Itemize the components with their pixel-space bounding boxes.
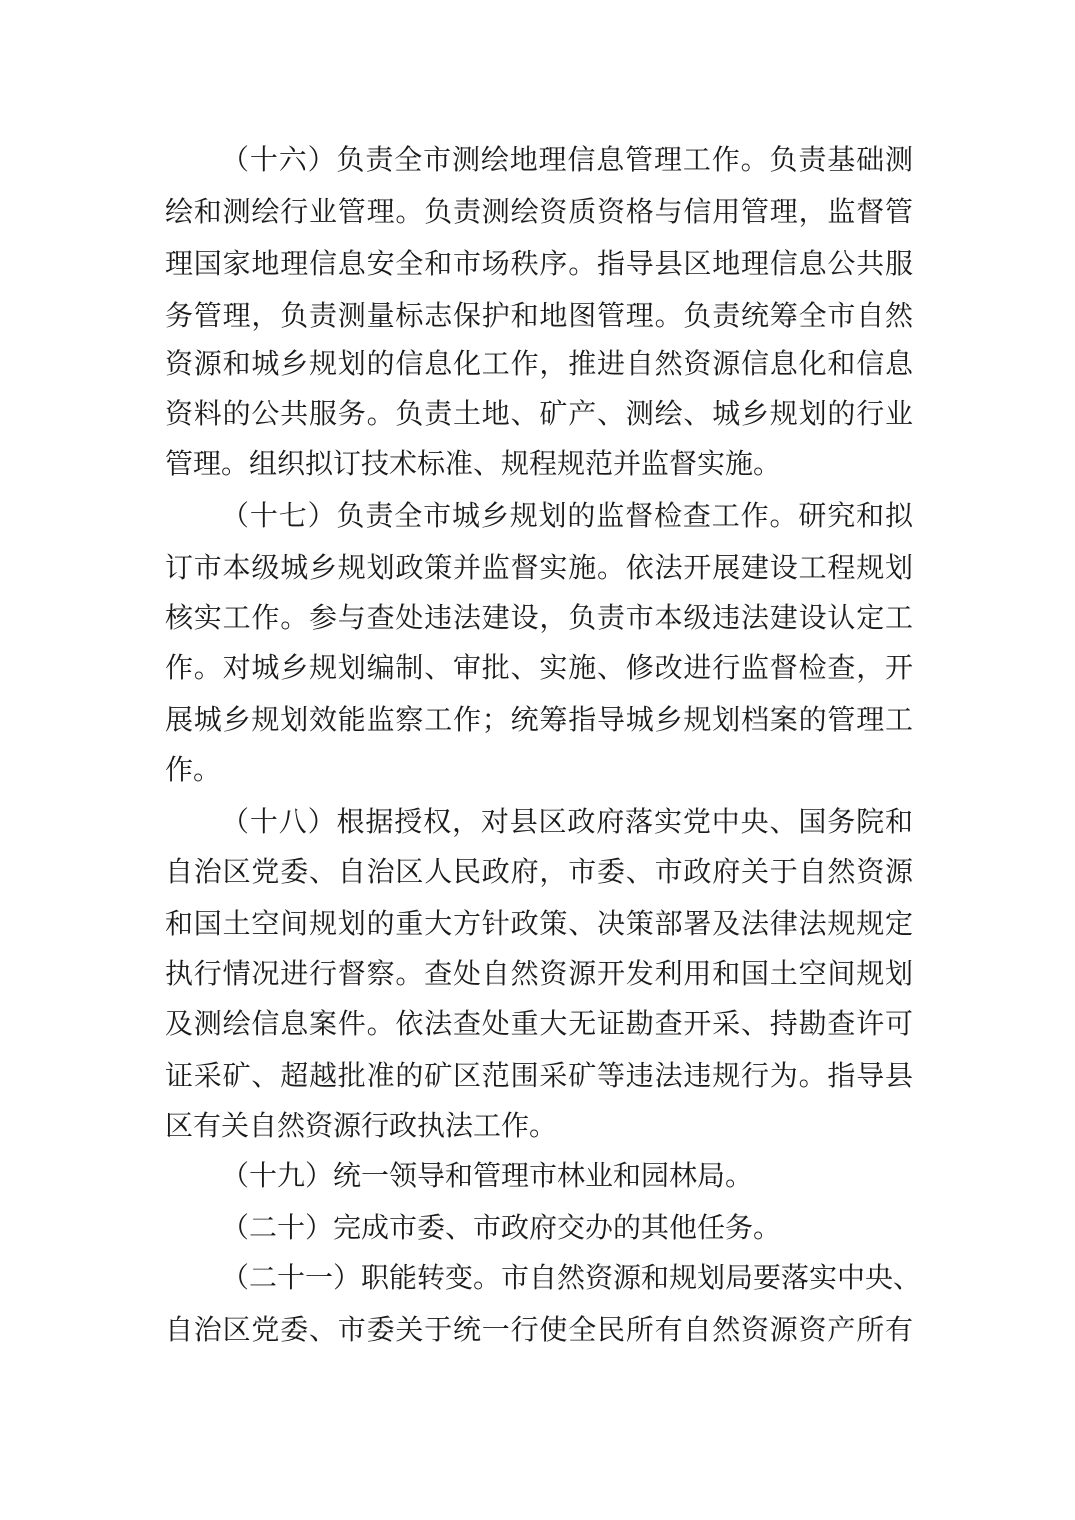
paragraph-18-line-1: （十八）根据授权，对县区政府落实党中央、国务院和: [221, 805, 913, 838]
paragraph-21-line-1: （二十一）职能转变。市自然资源和规划局要落实中央、: [221, 1261, 922, 1294]
paragraph-18-line-5: 及测绘信息案件。依法查处重大无证勘查开采、持勘查许可: [165, 1007, 913, 1040]
paragraph-16-line-7: 管理。组织拟订技术标准、规程规范并监督实施。: [165, 447, 782, 480]
paragraph-17-line-6: 作。: [165, 753, 222, 786]
paragraph-18-line-4: 执行情况进行督察。查处自然资源开发利用和国土空间规划: [165, 957, 913, 990]
paragraph-16-line-4: 务管理，负责测量标志保护和地图管理。负责统筹全市自然: [165, 299, 913, 332]
paragraph-18-line-6: 证采矿、超越批准的矿区范围采矿等违法违规行为。指导县: [165, 1059, 913, 1092]
paragraph-17-line-2: 订市本级城乡规划政策并监督实施。依法开展建设工程规划: [165, 551, 913, 584]
paragraph-18-line-2: 自治区党委、自治区人民政府，市委、市政府关于自然资源: [165, 855, 913, 888]
paragraph-17-line-4: 作。对城乡规划编制、审批、实施、修改进行监督检查，开: [165, 651, 913, 684]
paragraph-19-line-1: （十九）统一领导和管理市林业和园林局。: [221, 1159, 754, 1192]
paragraph-18-line-3: 和国土空间规划的重大方针政策、决策部署及法律法规规定: [165, 907, 913, 940]
paragraph-20-line-1: （二十）完成市委、市政府交办的其他任务。: [221, 1211, 782, 1244]
paragraph-16-line-2: 绘和测绘行业管理。负责测绘资质资格与信用管理，监督管: [165, 195, 913, 228]
paragraph-17-line-3: 核实工作。参与查处违法建设，负责市本级违法建设认定工: [165, 601, 913, 634]
paragraph-16-line-1: （十六）负责全市测绘地理信息管理工作。负责基础测: [221, 143, 913, 176]
paragraph-21-line-2: 自治区党委、市委关于统一行使全民所有自然资源资产所有: [165, 1313, 913, 1346]
paragraph-16-line-5: 资源和城乡规划的信息化工作，推进自然资源信息化和信息: [165, 347, 913, 380]
paragraph-16-line-6: 资料的公共服务。负责土地、矿产、测绘、城乡规划的行业: [165, 397, 913, 430]
paragraph-18-line-7: 区有关自然资源行政执法工作。: [165, 1109, 558, 1142]
paragraph-17-line-1: （十七）负责全市城乡规划的监督检查工作。研究和拟: [221, 499, 913, 532]
paragraph-17-line-5: 展城乡规划效能监察工作；统筹指导城乡规划档案的管理工: [165, 703, 913, 736]
paragraph-16-line-3: 理国家地理信息安全和市场秩序。指导县区地理信息公共服: [165, 247, 913, 280]
